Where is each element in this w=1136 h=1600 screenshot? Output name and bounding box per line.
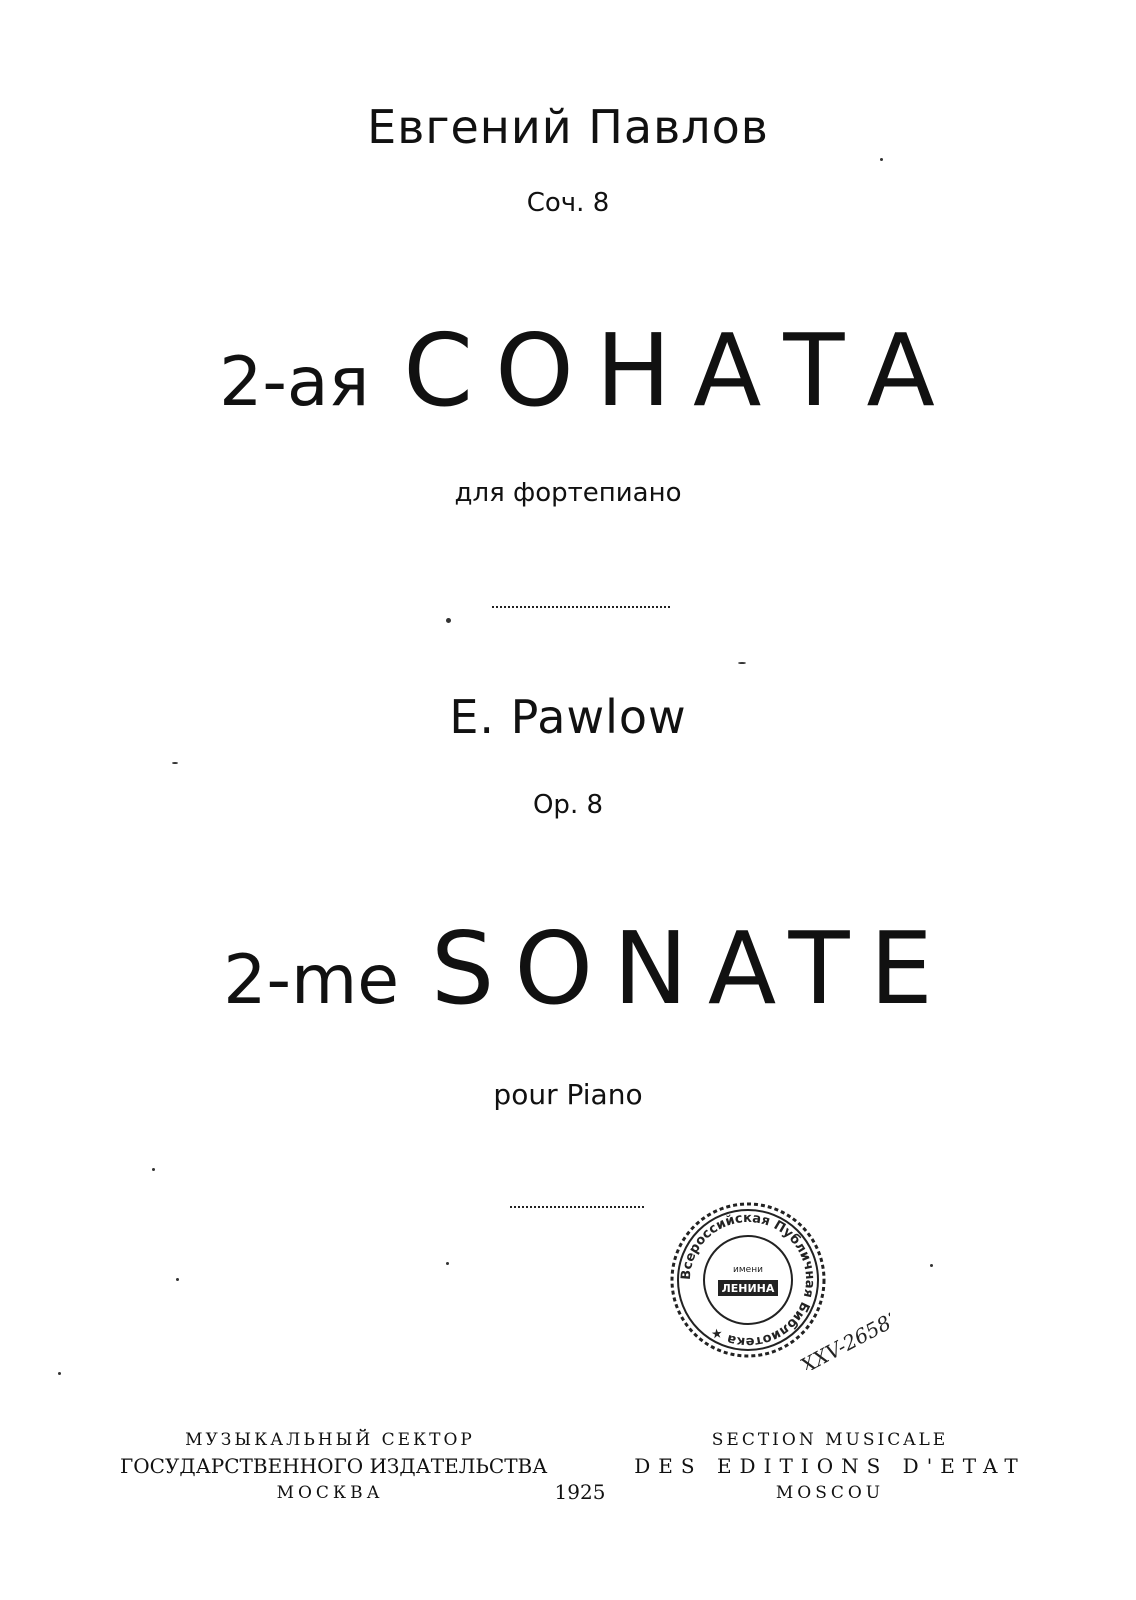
publication-year: 1925 bbox=[554, 1480, 606, 1504]
dotted-divider bbox=[492, 606, 670, 608]
composer-name-russian: Евгений Павлов bbox=[367, 100, 769, 154]
stamp-ring-text: Всероссийская Публичная Библиотека ★ bbox=[678, 1210, 818, 1350]
dotted-divider bbox=[510, 1206, 644, 1208]
scan-speck bbox=[58, 1372, 61, 1375]
sonata-number-russian: 2-ая bbox=[219, 343, 370, 422]
scan-speck bbox=[738, 662, 746, 664]
scan-speck bbox=[930, 1264, 933, 1267]
scan-speck bbox=[152, 1168, 155, 1171]
instrument-subtitle-foreign: pour Piano bbox=[493, 1078, 643, 1111]
scan-speck bbox=[176, 1278, 179, 1281]
publisher-french-line1: SECTION MUSICALE bbox=[711, 1430, 949, 1450]
svg-text:ЛЕНИНА: ЛЕНИНА bbox=[721, 1282, 775, 1295]
stamp-handwritten-number bbox=[780, 1280, 890, 1370]
publisher-french bbox=[630, 1428, 1030, 1506]
publisher-french-city: MOSCOU bbox=[775, 1483, 885, 1503]
publisher-russian bbox=[120, 1428, 548, 1506]
scan-speck bbox=[172, 762, 178, 764]
sonata-word-russian: СОНАТА bbox=[403, 312, 957, 429]
composer-name-foreign: E. Pawlow bbox=[449, 690, 687, 744]
publisher-french-line2: DES EDITIONS D'ETAT bbox=[634, 1454, 1026, 1478]
opus-number-foreign: Op. 8 bbox=[532, 790, 604, 820]
publisher-russian-line2: ГОСУДАРСТВЕННОГО ИЗДАТЕЛЬСТВА bbox=[120, 1454, 548, 1478]
publisher-russian-city: МОСКВА bbox=[276, 1483, 384, 1503]
sonata-title-russian bbox=[20, 312, 1136, 429]
sonata-word-foreign: SONATE bbox=[430, 910, 953, 1027]
sonata-number-foreign: 2-me bbox=[223, 941, 400, 1020]
publisher-russian-line1: МУЗЫКАЛЬНЫЙ СЕКТОР bbox=[185, 1430, 475, 1450]
sonata-title-foreign bbox=[20, 910, 1136, 1027]
scan-speck bbox=[446, 1262, 449, 1265]
scan-speck bbox=[880, 158, 883, 161]
opus-number-russian: Соч. 8 bbox=[526, 188, 610, 218]
svg-text:XXV-26582: XXV-26582 bbox=[796, 1304, 890, 1370]
svg-text:имени: имени bbox=[733, 1265, 763, 1275]
scan-speck bbox=[446, 618, 451, 623]
instrument-subtitle-russian: для фортепиано bbox=[454, 478, 682, 508]
